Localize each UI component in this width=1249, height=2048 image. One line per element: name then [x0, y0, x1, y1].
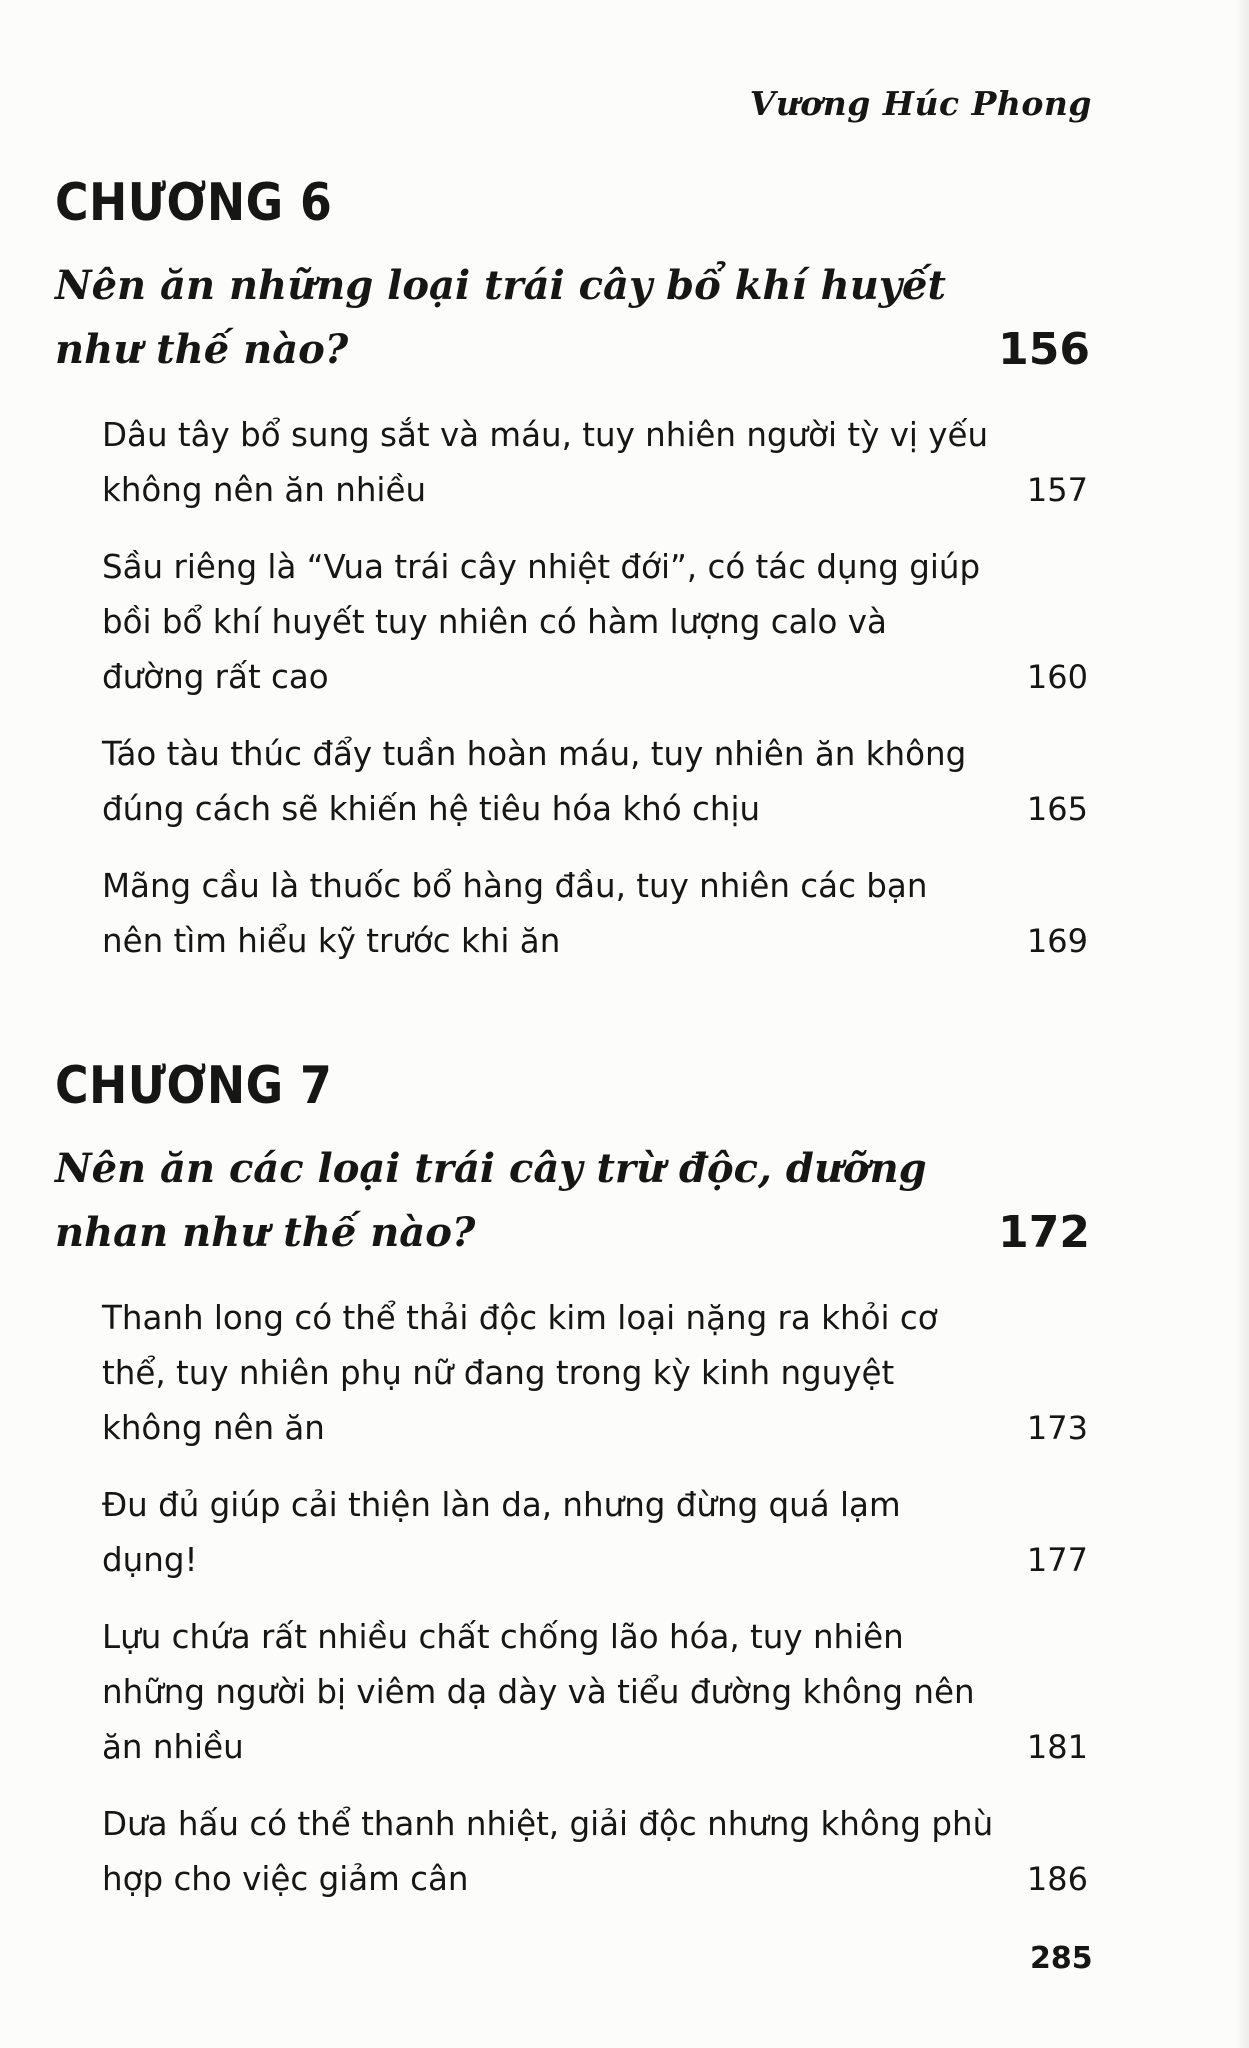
toc-entry-text: Dâu tây bổ sung sắt và máu, tuy nhiên người tỳ vị yếu không nên ăn nhiều [102, 416, 989, 509]
toc-entry[interactable] [102, 727, 1090, 837]
running-header-author: Vương Húc Phong [749, 84, 1092, 123]
toc-entry-text: Lựu chứa rất nhiều chất chống lão hóa, tuy nhiên những người bị viêm dạ dày và tiểu đường không nên ăn nhiều [102, 1618, 975, 1766]
toc-entry[interactable] [102, 1478, 1090, 1588]
toc-entry[interactable] [102, 408, 1090, 518]
chapter-7-label: CHƯƠNG 7 [55, 1056, 333, 1116]
chapter-6-entries [55, 408, 1090, 969]
toc-entry-page: 181 [1026, 1728, 1088, 1766]
chapter-7-entries [55, 1291, 1090, 1907]
chapter-7-page: 172 [998, 1207, 1090, 1258]
toc-entry-page: 177 [1026, 1541, 1088, 1579]
chapter-7-title-row[interactable] [55, 1137, 1090, 1265]
toc-entry-text: Dưa hấu có thể thanh nhiệt, giải độc nhưng không phù hợp cho việc giảm cân [102, 1805, 994, 1898]
toc-entry-text: Đu đủ giúp cải thiện làn da, nhưng đừng quá lạm dụng! [102, 1486, 901, 1579]
toc-entry-text: Sầu riêng là “Vua trái cây nhiệt đới”, có tác dụng giúp bồi bổ khí huyết tuy nhiên có hàm lượng calo và đường rất cao [102, 548, 981, 696]
chapter-7-title: Nên ăn các loại trái cây trừ độc, dưỡng nhan như thế nào? [55, 1145, 927, 1256]
toc-entry[interactable] [102, 1610, 1090, 1775]
chapter-6-title-row[interactable] [55, 254, 1090, 382]
toc-entry[interactable] [102, 1291, 1090, 1456]
toc-entry[interactable] [102, 540, 1090, 705]
chapter-6-title: Nên ăn những loại trái cây bổ khí huyết như thế nào? [55, 262, 946, 373]
page-edge-shadow [1235, 0, 1249, 2048]
chapter-7-section [55, 1055, 1090, 1929]
chapter-6-section [55, 172, 1090, 991]
chapter-6-label: CHƯƠNG 6 [55, 173, 333, 233]
toc-entry-page: 173 [1026, 1409, 1088, 1447]
toc-entry-text: Thanh long có thể thải độc kim loại nặng ra khỏi cơ thể, tuy nhiên phụ nữ đang trong kỳ kinh nguyệt không nên ăn [102, 1299, 938, 1447]
page-number: 285 [1030, 1941, 1093, 1976]
toc-entry-page: 165 [1026, 790, 1088, 828]
toc-entry-page: 169 [1026, 922, 1088, 960]
toc-entry-page: 186 [1026, 1860, 1088, 1898]
toc-entry-text: Táo tàu thúc đẩy tuần hoàn máu, tuy nhiên ăn không đúng cách sẽ khiến hệ tiêu hóa khó chịu [102, 735, 967, 828]
toc-entry-text: Mãng cầu là thuốc bổ hàng đầu, tuy nhiên các bạn nên tìm hiểu kỹ trước khi ăn [102, 867, 928, 960]
chapter-6-page: 156 [998, 324, 1090, 375]
toc-entry-page: 157 [1026, 471, 1088, 509]
toc-entry[interactable] [102, 1797, 1090, 1907]
toc-entry[interactable] [102, 859, 1090, 969]
toc-entry-page: 160 [1026, 658, 1088, 696]
